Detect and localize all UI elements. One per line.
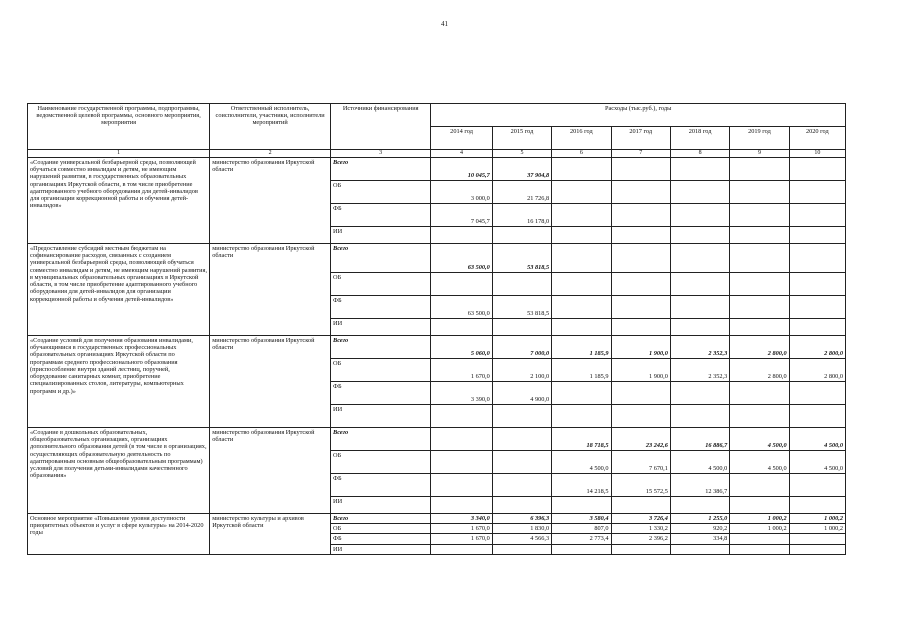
- column-number: 2: [210, 150, 331, 158]
- funding-source: Всего: [331, 335, 431, 358]
- expense-value: [492, 404, 551, 427]
- funding-source: ИИ: [331, 226, 431, 243]
- expense-value: [492, 427, 551, 450]
- funding-source: ОБ: [331, 450, 431, 473]
- expense-value: 12 386,7: [670, 473, 729, 496]
- column-number: 5: [492, 150, 551, 158]
- expense-value: [552, 157, 611, 180]
- expense-value: 4 500,0: [670, 450, 729, 473]
- executor: министерство образования Иркутской области: [210, 335, 331, 427]
- funding-source: ФБ: [331, 295, 431, 318]
- column-number: 7: [611, 150, 670, 158]
- expense-value: 1 900,0: [611, 358, 670, 381]
- expense-value: 1 000,2: [730, 524, 789, 534]
- expense-value: [730, 544, 789, 554]
- expense-value: 1 900,0: [611, 335, 670, 358]
- expense-value: 6 396,3: [492, 513, 551, 523]
- expense-value: [611, 544, 670, 554]
- expense-value: 7 670,1: [611, 450, 670, 473]
- funding-source: ОБ: [331, 180, 431, 203]
- expense-value: [789, 226, 845, 243]
- expense-value: 4 500,0: [789, 427, 845, 450]
- funding-source: Всего: [331, 427, 431, 450]
- funding-source: ОБ: [331, 358, 431, 381]
- expense-value: [670, 496, 729, 513]
- activity-name: «Создание в дошкольных образовательных, общеобразовательных организациях, организациях дополнительного образования детей (в том числе в организациях, осуществляющих образовательную деятельность по адаптированным основным общеобразовательным программам) условий для получения детьми-инвалидами качественного образования»: [28, 427, 210, 513]
- budget-table: [27, 103, 846, 555]
- expense-value: 334,8: [670, 534, 729, 544]
- funding-source: Всего: [331, 157, 431, 180]
- activity-name: «Создание универсальной безбарьерной среды, позволяющей обучаться совместно инвалидам и детям, не имеющим нарушений развития, в государственных образовательных организациях Иркутской области, в том числе приобретение адаптированного учебного оборудования для детей-инвалидов для организации коррекционной работы и обучения детей-инвалидов»: [28, 157, 210, 243]
- expense-value: [611, 404, 670, 427]
- expense-value: 3 726,4: [611, 513, 670, 523]
- expense-value: [670, 180, 729, 203]
- expense-value: [789, 157, 845, 180]
- expense-value: 2 800,0: [730, 358, 789, 381]
- expense-value: [611, 243, 670, 272]
- expense-value: 1 670,0: [431, 524, 492, 534]
- expense-value: 4 500,0: [789, 450, 845, 473]
- expense-value: 21 726,8: [492, 180, 551, 203]
- header-year: 2017 год: [611, 127, 670, 150]
- expense-value: [552, 243, 611, 272]
- expense-value: 53 818,5: [492, 243, 551, 272]
- executor: министерство образования Иркутской области: [210, 243, 331, 335]
- expense-value: 63 500,0: [431, 243, 492, 272]
- expense-value: [492, 272, 551, 295]
- header-name: Наименование государственной программы, подпрограммы, ведомственной целевой программы, основного мероприятия, мероприятия: [28, 104, 210, 150]
- expense-value: 18 718,5: [552, 427, 611, 450]
- expense-value: 14 218,5: [552, 473, 611, 496]
- funding-source: ОБ: [331, 272, 431, 295]
- executor: министерство образования Иркутской области: [210, 157, 331, 243]
- expense-value: 7 045,7: [431, 203, 492, 226]
- expense-value: 1 185,9: [552, 358, 611, 381]
- table-row: [28, 157, 846, 180]
- expense-value: [730, 404, 789, 427]
- expense-value: 4 566,3: [492, 534, 551, 544]
- expense-value: 3 000,0: [431, 180, 492, 203]
- header-expenses: Расходы (тыс.руб.), годы: [431, 104, 846, 127]
- expense-value: 807,0: [552, 524, 611, 534]
- expense-value: 1 830,0: [492, 524, 551, 534]
- expense-value: [789, 272, 845, 295]
- expense-value: 2 800,0: [789, 358, 845, 381]
- activity-name: «Предоставление субсидий местным бюджетам на софинансирование расходов, связанных с созданием универсальной безбарьерной среды, позволяющей обучаться совместно инвалидам и детям, не имеющим нарушений развития, в муниципальных образовательных организациях в Иркутской области, в том числе приобретение адаптированного учебного оборудования для детей-инвалидов для организации коррекционной работы и обучения детей-инвалидов»: [28, 243, 210, 335]
- expense-value: 15 572,5: [611, 473, 670, 496]
- table-row: [28, 243, 846, 272]
- expense-value: [552, 180, 611, 203]
- expense-value: 53 818,5: [492, 295, 551, 318]
- expense-value: [789, 544, 845, 554]
- expense-value: [431, 226, 492, 243]
- expense-value: [670, 295, 729, 318]
- expense-value: [730, 295, 789, 318]
- expense-value: [730, 243, 789, 272]
- expense-value: 1 255,0: [670, 513, 729, 523]
- expense-value: 920,2: [670, 524, 729, 534]
- funding-source: Всего: [331, 513, 431, 523]
- header-year: 2015 год: [492, 127, 551, 150]
- funding-source: ИИ: [331, 544, 431, 554]
- funding-source: ФБ: [331, 534, 431, 544]
- column-number: 3: [331, 150, 431, 158]
- column-number: 10: [789, 150, 845, 158]
- expense-value: [789, 203, 845, 226]
- expense-value: [730, 180, 789, 203]
- expense-value: [789, 534, 845, 544]
- funding-source: ИИ: [331, 318, 431, 335]
- expense-value: [492, 544, 551, 554]
- expense-value: [611, 318, 670, 335]
- expense-value: [789, 496, 845, 513]
- expense-value: [730, 473, 789, 496]
- expense-value: 2 352,3: [670, 358, 729, 381]
- header-year: 2019 год: [730, 127, 789, 150]
- funding-source: ИИ: [331, 404, 431, 427]
- expense-value: [431, 318, 492, 335]
- expense-value: 1 185,9: [552, 335, 611, 358]
- expense-value: [552, 318, 611, 335]
- expense-value: 16 178,0: [492, 203, 551, 226]
- expense-value: 3 340,0: [431, 513, 492, 523]
- table-row: [28, 427, 846, 450]
- expense-value: [670, 272, 729, 295]
- expense-value: [730, 157, 789, 180]
- expense-value: [431, 496, 492, 513]
- expense-value: 5 060,0: [431, 335, 492, 358]
- expense-value: 1 000,2: [789, 513, 845, 523]
- column-numbers-row: [28, 150, 846, 158]
- expense-value: [611, 381, 670, 404]
- expense-value: [492, 318, 551, 335]
- header-source: Источники финансирования: [331, 104, 431, 150]
- executor: министерство образования Иркутской области: [210, 427, 331, 513]
- header-year: 2016 год: [552, 127, 611, 150]
- expense-value: 1 330,2: [611, 524, 670, 534]
- expense-value: 1 000,2: [789, 524, 845, 534]
- expense-value: [552, 203, 611, 226]
- expense-value: 2 800,0: [789, 335, 845, 358]
- expense-value: 2 396,2: [611, 534, 670, 544]
- expense-value: [789, 473, 845, 496]
- table-row: [28, 513, 846, 523]
- expense-value: [730, 203, 789, 226]
- funding-source: Всего: [331, 243, 431, 272]
- expense-value: 1 670,0: [431, 534, 492, 544]
- header-year: 2020 год: [789, 127, 845, 150]
- expense-value: [670, 404, 729, 427]
- expense-value: [611, 272, 670, 295]
- expense-value: [789, 243, 845, 272]
- expense-value: [492, 450, 551, 473]
- expense-value: [730, 318, 789, 335]
- expense-value: 1 000,2: [730, 513, 789, 523]
- expense-value: [552, 544, 611, 554]
- expense-value: [552, 226, 611, 243]
- expense-value: [611, 203, 670, 226]
- expense-value: [730, 534, 789, 544]
- funding-source: ИИ: [331, 496, 431, 513]
- expense-value: [730, 272, 789, 295]
- expense-value: 2 352,3: [670, 335, 729, 358]
- expense-value: 3 580,4: [552, 513, 611, 523]
- expense-value: 23 242,6: [611, 427, 670, 450]
- expense-value: [431, 544, 492, 554]
- expense-value: [552, 381, 611, 404]
- expense-value: [789, 381, 845, 404]
- expense-value: 4 500,0: [552, 450, 611, 473]
- expense-value: [611, 496, 670, 513]
- executor: министерство культуры и архивов Иркутской области: [210, 513, 331, 554]
- expense-value: [552, 295, 611, 318]
- column-number: 1: [28, 150, 210, 158]
- expense-value: 4 900,0: [492, 381, 551, 404]
- expense-value: [789, 180, 845, 203]
- expense-value: [611, 295, 670, 318]
- activity-name: Основное мероприятие «Повышение уровня доступности приоритетных объектов и услуг в сфере культуры» на 2014-2020 годы: [28, 513, 210, 554]
- header-executor: Ответственный исполнитель, соисполнители, участники, исполнители мероприятий: [210, 104, 331, 150]
- expense-value: [670, 318, 729, 335]
- table-row: [28, 335, 846, 358]
- expense-value: [492, 226, 551, 243]
- expense-value: 2 100,0: [492, 358, 551, 381]
- expense-value: [431, 473, 492, 496]
- expense-value: 63 500,0: [431, 295, 492, 318]
- activity-name: «Создание условий для получения образования инвалидами, обучающимися в государственных профессиональных образовательных организациях Иркутской области по программам среднего профессионального образования (приспособление внутри зданий лестниц, поручней, оборудование санитарных комнат, приобретение специализированных столов, литературы, компьютерных программ и др.)»: [28, 335, 210, 427]
- expense-value: [670, 157, 729, 180]
- expense-value: [611, 157, 670, 180]
- expense-value: 4 500,0: [730, 450, 789, 473]
- expense-value: 1 670,0: [431, 358, 492, 381]
- expense-value: [552, 272, 611, 295]
- column-number: 8: [670, 150, 729, 158]
- funding-source: ФБ: [331, 473, 431, 496]
- expense-value: [492, 473, 551, 496]
- expense-value: [431, 272, 492, 295]
- header-year: 2014 год: [431, 127, 492, 150]
- expense-value: 7 000,0: [492, 335, 551, 358]
- column-number: 9: [730, 150, 789, 158]
- expense-value: 10 045,7: [431, 157, 492, 180]
- expense-value: [492, 496, 551, 513]
- header-year: 2018 год: [670, 127, 729, 150]
- column-number: 4: [431, 150, 492, 158]
- funding-source: ФБ: [331, 381, 431, 404]
- expense-value: [670, 544, 729, 554]
- expense-value: [431, 450, 492, 473]
- expense-value: [431, 427, 492, 450]
- expense-value: [730, 226, 789, 243]
- expense-value: [789, 318, 845, 335]
- expense-value: [670, 243, 729, 272]
- expense-value: [552, 404, 611, 427]
- expense-value: [789, 295, 845, 318]
- expense-value: [730, 381, 789, 404]
- expense-value: [670, 226, 729, 243]
- funding-source: ОБ: [331, 524, 431, 534]
- expense-value: [670, 203, 729, 226]
- expense-value: 37 904,8: [492, 157, 551, 180]
- expense-value: 4 500,0: [730, 427, 789, 450]
- expense-value: 2 773,4: [552, 534, 611, 544]
- expense-value: [552, 496, 611, 513]
- page-number: 41: [441, 20, 448, 28]
- expense-value: [789, 404, 845, 427]
- funding-source: ФБ: [331, 203, 431, 226]
- expense-value: 16 886,7: [670, 427, 729, 450]
- expense-value: [670, 381, 729, 404]
- expense-value: 3 390,0: [431, 381, 492, 404]
- expense-value: [730, 496, 789, 513]
- expense-value: [431, 404, 492, 427]
- expense-value: [611, 226, 670, 243]
- expense-value: 2 800,0: [730, 335, 789, 358]
- column-number: 6: [552, 150, 611, 158]
- expense-value: [611, 180, 670, 203]
